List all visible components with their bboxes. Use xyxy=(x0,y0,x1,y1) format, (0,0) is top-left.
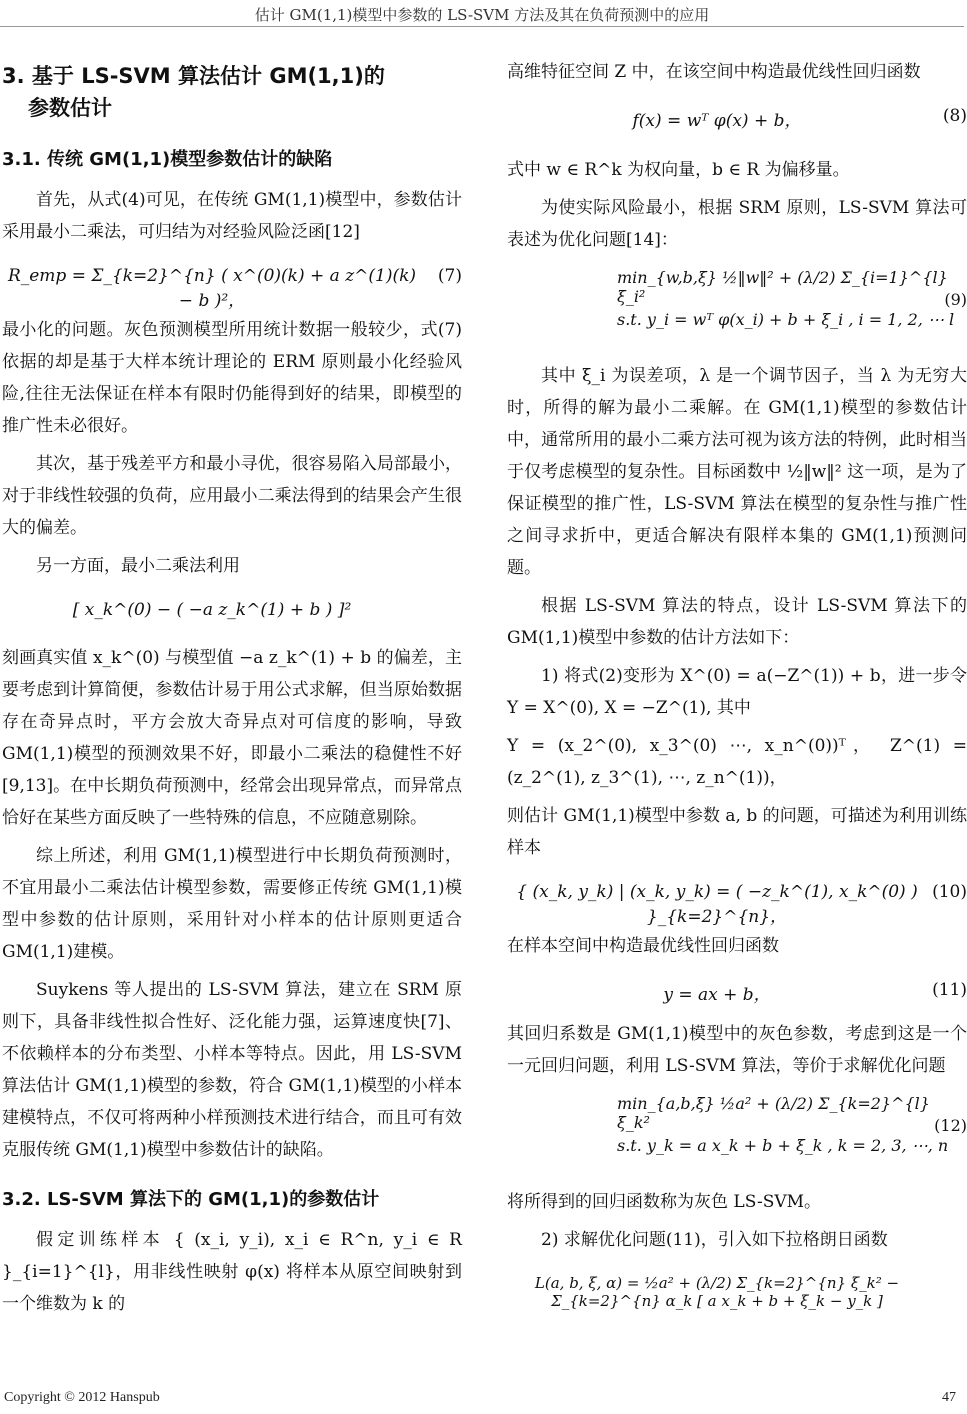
header-rule xyxy=(0,26,964,27)
equation-9 xyxy=(507,262,967,348)
equation-10-number: (10) xyxy=(932,882,967,902)
equation-8 xyxy=(507,94,967,144)
running-header: 估计 GM(1,1)模型中参数的 LS-SVM 方法及其在负荷预测中的应用 xyxy=(254,6,710,24)
equation-9-objective: min_{w,b,ξ} ½‖w‖² + (λ/2) Σ_{i=1}^{l} ξ_i² xyxy=(617,268,948,306)
equation-7 xyxy=(2,254,462,311)
paragraph: Y = (x_2^(0), x_3^(0) ⋯, x_n^(0))ᵀ， Z^(1) = (z_2^(1), z_3^(1), ⋯, z_n^(1))， xyxy=(507,736,967,788)
paragraph: 根据 LS-SVM 算法的特点，设计 LS-SVM 算法下的 GM(1,1)模型中参数的估计方法如下： xyxy=(507,596,967,648)
paragraph: 则估计 GM(1,1)模型中参数 a, b 的问题，可描述为利用训练样本 xyxy=(507,806,967,858)
equation-12-objective: min_{a,b,ξ} ½a² + (λ/2) Σ_{k=2}^{l} ξ_k² xyxy=(617,1094,930,1132)
equation-9-number: (9) xyxy=(944,290,967,309)
equation-13 xyxy=(507,1262,967,1310)
subsection-heading-3-1: 3.1. 传统 GM(1,1)模型参数估计的缺陷 xyxy=(2,149,333,170)
equation-ls-body: [ x_k^(0) − ( −a z_k^(1) + b ) ]² xyxy=(72,600,352,620)
footer-copyright: Copyright © 2012 Hanspub xyxy=(4,1390,160,1405)
paragraph: 刻画真实值 x_k^(0) 与模型值 −a z_k^(1) + b 的偏差，主要考虑到计算简便，参数估计易于用公式求解，但当原始数据存在奇异点时，平方会放大奇异点对可信度的影响，导致 GM(1,1)模型的预测效果不好，即最小二乘法的稳健性不好[9,13]。在中长期负荷预测中，经常会出现异常点，而异常点恰好在某些方面反映了一些特殊的信息，不应随意剔除。 xyxy=(2,648,462,828)
equation-10-body: { (x_k, y_k) | (x_k, y_k) = ( −z_k^(1), x_k^(0) ) }_{k=2}^{n}， xyxy=(516,882,918,927)
paragraph: 为使实际风险最小，根据 SRM 原则，LS-SVM 算法可表述为优化问题[14]： xyxy=(507,198,967,250)
equation-12-constraint: s.t. y_k = a x_k + b + ξ_k , k = 2, 3, ⋯, n xyxy=(617,1136,949,1155)
section-heading-3 xyxy=(2,60,462,124)
equation-9-constraint: s.t. y_i = wᵀ φ(x_i) + b + ξ_i , i = 1, 2, ⋯ l xyxy=(617,310,955,329)
paragraph: 其回归系数是 GM(1,1)模型中的灰色参数，考虑到这是一个一元回归问题，利用 LS-SVM 算法，等价于求解优化问题 xyxy=(507,1024,967,1076)
paragraph: 2) 求解优化问题(11)，引入如下拉格朗日函数 xyxy=(541,1230,888,1250)
paragraph: 假定训练样本 { (x_i, y_i), x_i ∈ R^n, y_i ∈ R }_{i=1}^{l}，用非线性映射 φ(x) 将样本从原空间映射到一个维数为 k 的 xyxy=(2,1230,462,1314)
equation-11 xyxy=(507,968,967,1008)
equation-ls xyxy=(2,588,462,632)
paragraph: Suykens 等人提出的 LS-SVM 算法，建立在 SRM 原则下，具备非线性拟合性好、泛化能力强，运算速度快[7]、不依赖样本的分布类型、小样本等特点。因此，用 LS-SVM 算法估计 GM(1,1)模型的参数，符合 GM(1,1)模型的小样本建模特点，不仅可将两种小样预测技术进行结合，而且可有效克服传统 GM(1,1)模型中参数估计的缺陷。 xyxy=(2,980,462,1160)
right-column xyxy=(507,56,967,1316)
equation-10 xyxy=(507,870,967,927)
equation-12-number: (12) xyxy=(934,1116,967,1135)
paragraph: 高维特征空间 Z 中，在该空间中构造最优线性回归函数 xyxy=(507,62,921,82)
paragraph: 在样本空间中构造最优线性回归函数 xyxy=(507,936,779,956)
equation-11-body: y = ax + b， xyxy=(663,985,771,1005)
paragraph: 其中 ξ_i 为误差项，λ 是一个调节因子，当 λ 为无穷大时，所得的解为最小二乘解。在 GM(1,1)模型的参数估计中，通常所用的最小二乘方法可视为该方法的特例，此时相当于仅考虑模型的复杂性。目标函数中 ½‖w‖² 这一项，是为了保证模型的推广性，LS-SVM 算法在模型的复杂性与推广性之间寻求折中，更适合解决有限样本集的 GM(1,1)预测问题。 xyxy=(507,366,967,578)
section-heading-3-line2: 参数估计 xyxy=(28,96,112,120)
left-column xyxy=(2,56,462,1326)
paragraph: 首先，从式(4)可见，在传统 GM(1,1)模型中，参数估计采用最小二乘法，可归结为对经验风险泛函[12] xyxy=(2,190,462,242)
paragraph: 将所得到的回归函数称为灰色 LS-SVM。 xyxy=(507,1192,822,1212)
section-heading-3-line1: 3. 基于 LS-SVM 算法估计 GM(1,1)的 xyxy=(2,64,385,88)
equation-11-number: (11) xyxy=(932,980,967,1000)
paragraph: 式中 w ∈ R^k 为权向量，b ∈ R 为偏移量。 xyxy=(507,160,850,180)
paragraph: 最小化的问题。灰色预测模型所用统计数据一般较少，式(7)依据的却是基于大样本统计理论的 ERM 原则最小化经验风险,往往无法保证在样本有限时仍能得到好的结果，即模型的推广性未必很好。 xyxy=(2,320,462,436)
equation-8-body: f(x) = wᵀ φ(x) + b， xyxy=(632,111,802,131)
footer-page-number: 47 xyxy=(942,1390,956,1405)
equation-13-body: L(a, b, ξ, α) = ½a² + (λ/2) Σ_{k=2}^{n} ξ_k² − Σ_{k=2}^{n} α_k [ a x_k + b + ξ_k − y_k ] xyxy=(534,1274,900,1310)
equation-12 xyxy=(507,1088,967,1174)
subsection-heading-3-2: 3.2. LS-SVM 算法下的 GM(1,1)的参数估计 xyxy=(2,1189,380,1210)
paragraph: 其次，基于残差平方和最小寻优，很容易陷入局部最小，对于非线性较强的负荷，应用最小二乘法得到的结果会产生很大的偏差。 xyxy=(2,454,462,538)
paragraph: 1) 将式(2)变形为 X^(0) = a(−Z^(1)) + b，进一步令 Y = X^(0), X = −Z^(1), 其中 xyxy=(507,666,967,718)
equation-7-body: R_emp = Σ_{k=2}^{n} ( x^(0)(k) + a z^(1)(k) − b )²， xyxy=(7,266,417,311)
paragraph: 另一方面，最小二乘法利用 xyxy=(36,556,240,576)
equation-7-number: (7) xyxy=(437,266,462,286)
equation-8-number: (8) xyxy=(942,106,967,126)
paragraph: 综上所述，利用 GM(1,1)模型进行中长期负荷预测时，不宜用最小二乘法估计模型参数，需要修正传统 GM(1,1)模型中参数的估计原则，采用针对小样本的估计原则更适合 GM(1,1)建模。 xyxy=(2,846,462,962)
